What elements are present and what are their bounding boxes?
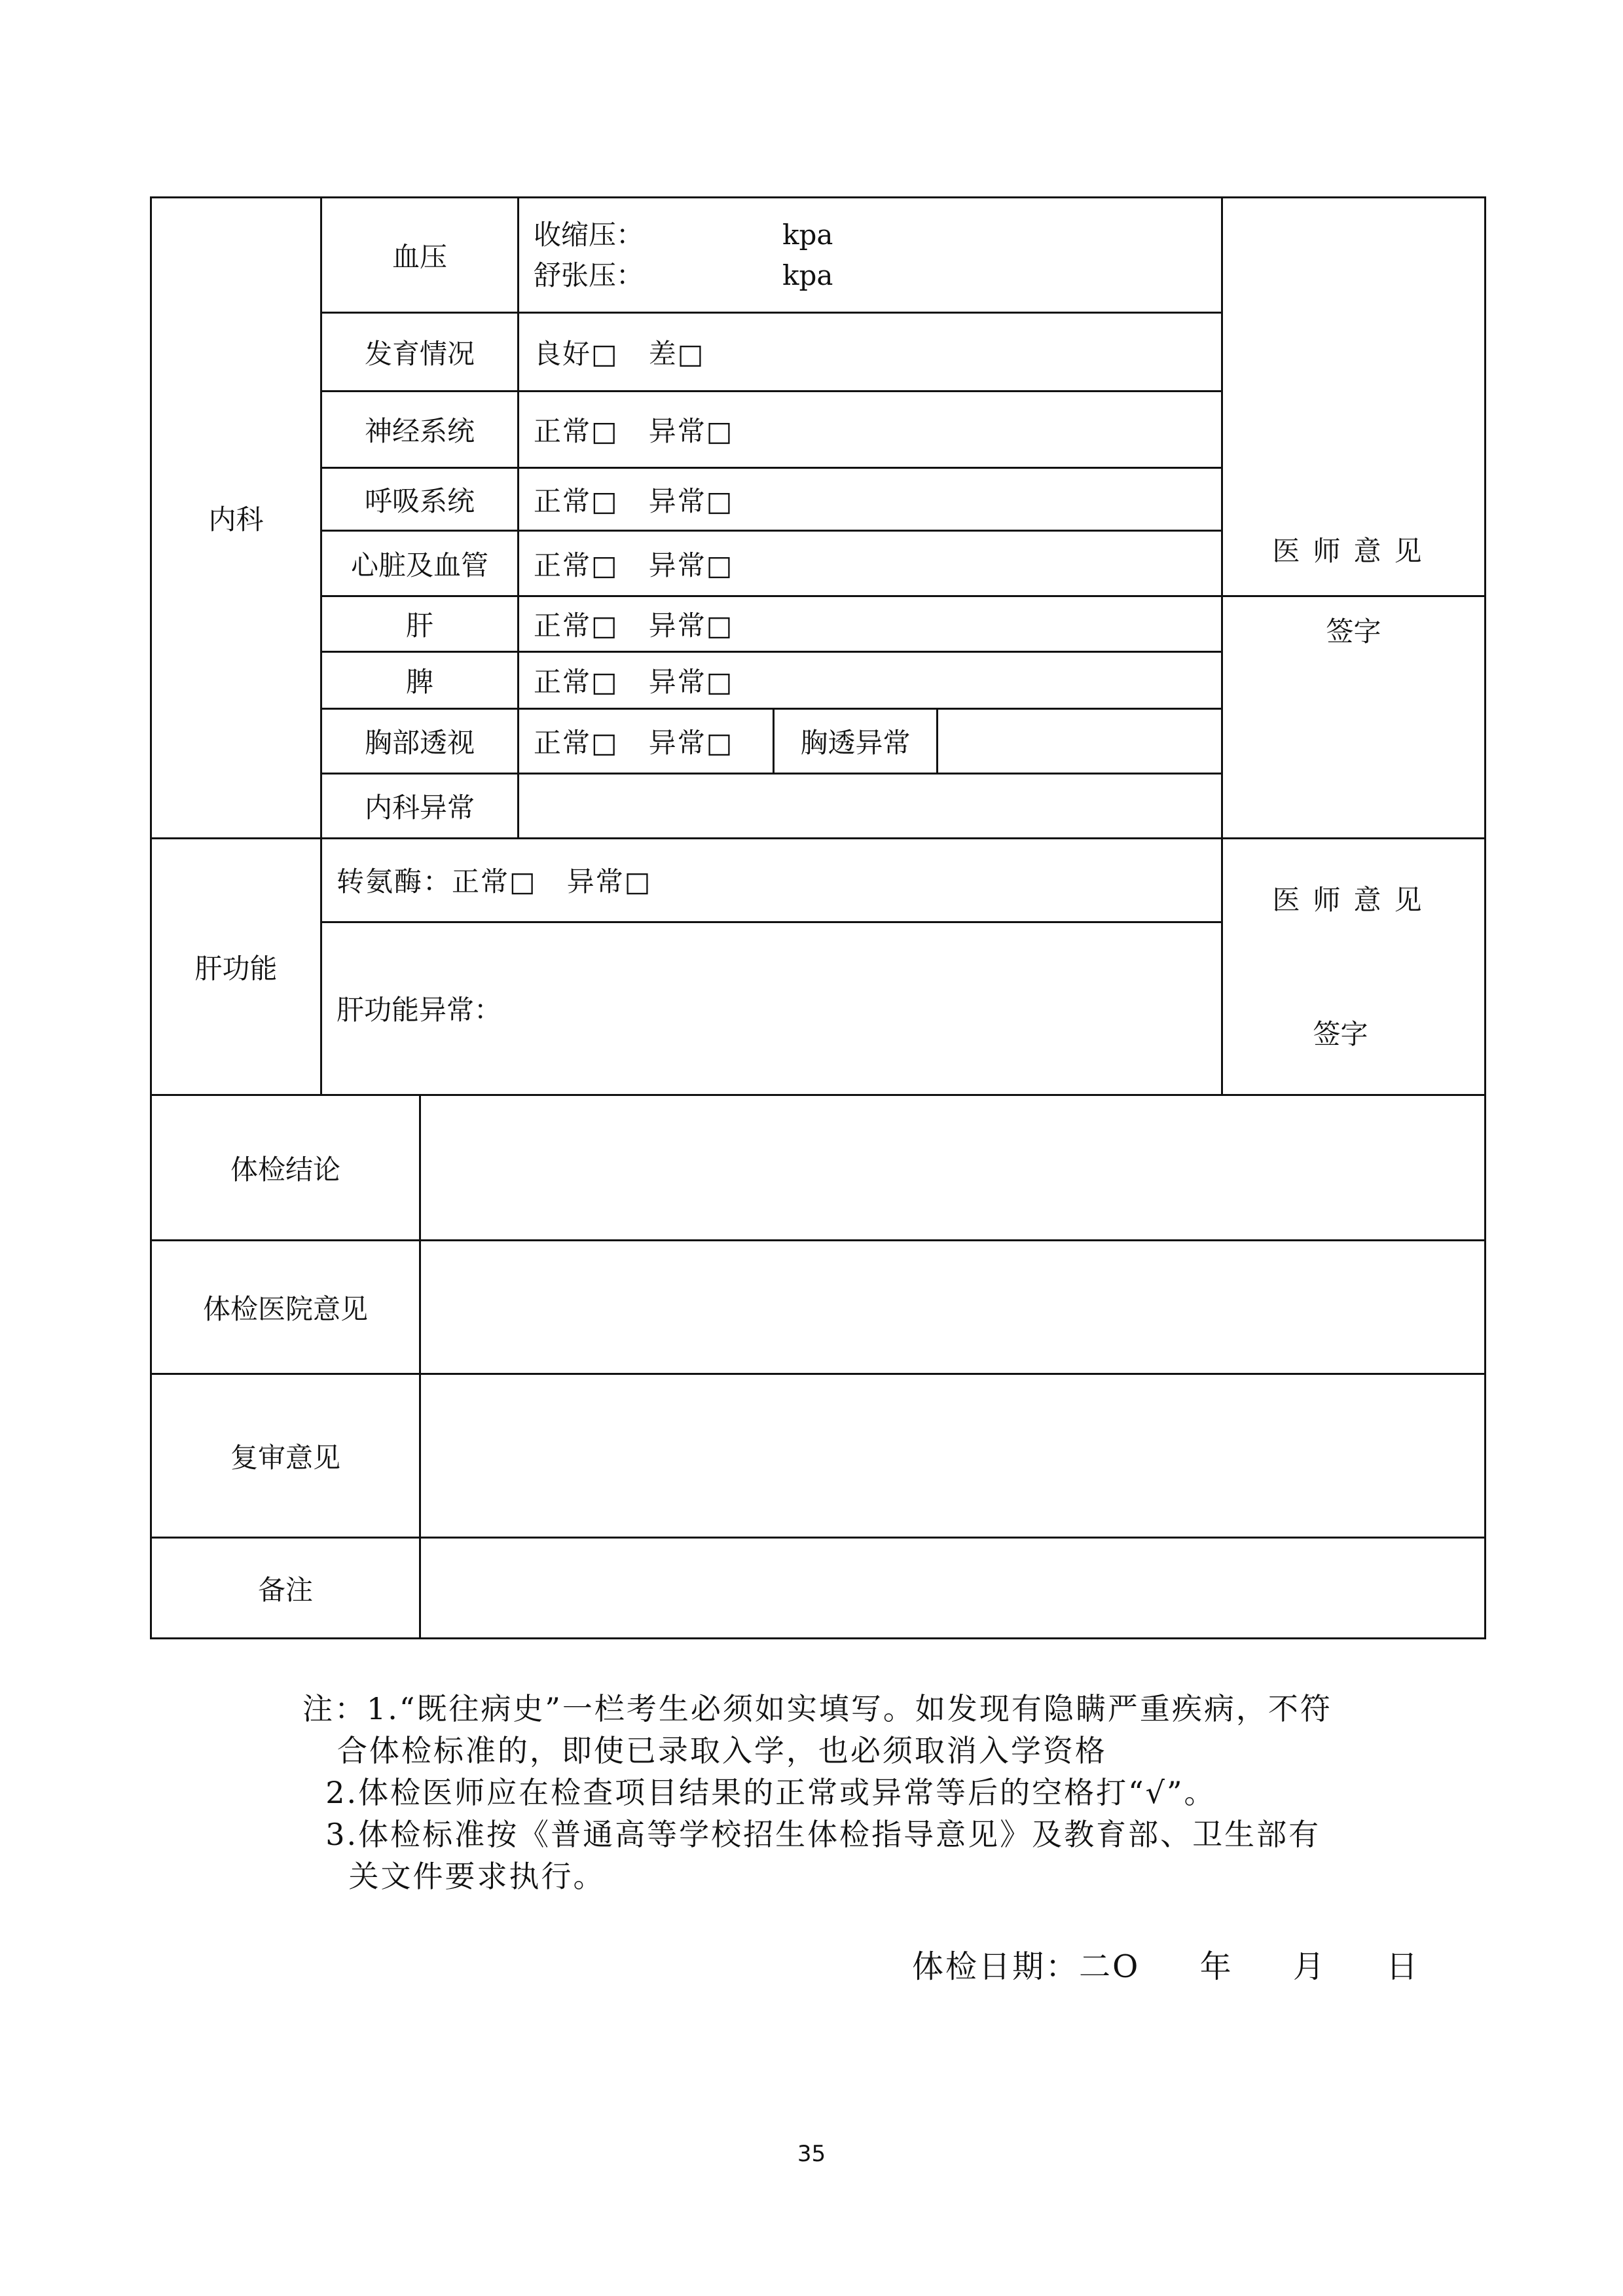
transaminase-options[interactable]: 转氨酶：正常□ 异常□ xyxy=(321,839,1222,922)
remarks-field[interactable] xyxy=(420,1538,1486,1639)
chest-xray-options[interactable]: 正常□ 异常□ xyxy=(519,709,774,774)
review-opinion-label: 复审意见 xyxy=(151,1374,420,1538)
systolic-label: 收缩压： xyxy=(534,218,644,251)
heart-vessels-label: 心脏及血管 xyxy=(321,531,519,596)
blood-pressure-label: 血压 xyxy=(321,198,519,313)
internal-doctor-opinion-cell[interactable] xyxy=(1222,198,1486,596)
chest-xray-label: 胸部透视 xyxy=(321,709,519,774)
liver-function-abnormal-label[interactable]: 肝功能异常： xyxy=(321,922,1222,1095)
diastolic-unit: kpa xyxy=(782,259,833,291)
liver-label: 肝 xyxy=(321,596,519,652)
liver-function-label: 肝功能 xyxy=(151,839,321,1095)
note-line-5: 关文件要求执行。 xyxy=(302,1859,606,1894)
chest-xray-abnormal-label: 胸透异常 xyxy=(774,709,938,774)
hospital-opinion-field[interactable] xyxy=(420,1241,1486,1374)
development-options[interactable]: 良好□ 差□ xyxy=(519,313,1222,392)
notes xyxy=(302,1688,1332,1897)
respiratory-system-label: 呼吸系统 xyxy=(321,468,519,531)
review-opinion-field[interactable] xyxy=(420,1374,1486,1538)
development-label: 发育情况 xyxy=(321,313,519,392)
internal-abnormal-field[interactable] xyxy=(519,774,1222,839)
physical-exam-form xyxy=(150,196,1486,1639)
note-line-4: 3.体检标准按《普通高等学校招生体检指导意见》及教育部、卫生部有 xyxy=(302,1817,1321,1852)
internal-signature-cell[interactable] xyxy=(1222,596,1486,839)
note-line-2: 合体检标准的，即使已录取入学，也必须取消入学资格 xyxy=(302,1733,1107,1768)
note-line-3: 2.体检医师应在检查项目结果的正常或异常等后的空格打“√”。 xyxy=(302,1775,1216,1810)
spleen-options[interactable]: 正常□ 异常□ xyxy=(519,652,1222,709)
note-line-1: 注：1.“既往病史”一栏考生必须如实填写。如发现有隐瞒严重疾病，不符 xyxy=(302,1691,1332,1726)
internal-doctor-opinion-label: 医师意见 xyxy=(1272,535,1435,567)
exam-conclusion-field[interactable] xyxy=(420,1095,1486,1241)
internal-abnormal-label: 内科异常 xyxy=(321,774,519,839)
internal-medicine-label: 内科 xyxy=(151,198,321,839)
page-number: 35 xyxy=(797,2141,826,2167)
nervous-system-options[interactable]: 正常□ 异常□ xyxy=(519,392,1222,468)
liver-signature-label: 签字 xyxy=(1313,1018,1368,1050)
heart-vessels-options[interactable]: 正常□ 异常□ xyxy=(519,531,1222,596)
liver-options[interactable]: 正常□ 异常□ xyxy=(519,596,1222,652)
hospital-opinion-label: 体检医院意见 xyxy=(151,1241,420,1374)
liver-doctor-opinion-label: 医师意见 xyxy=(1272,884,1435,916)
chest-xray-abnormal-field[interactable] xyxy=(938,709,1222,774)
exam-conclusion-label: 体检结论 xyxy=(151,1095,420,1241)
liver-doctor-opinion-cell[interactable] xyxy=(1222,839,1486,1095)
internal-signature-label: 签字 xyxy=(1326,615,1381,647)
diastolic-label: 舒张压： xyxy=(534,259,644,291)
remarks-label: 备注 xyxy=(151,1538,420,1639)
respiratory-system-options[interactable]: 正常□ 异常□ xyxy=(519,468,1222,531)
spleen-label: 脾 xyxy=(321,652,519,709)
nervous-system-label: 神经系统 xyxy=(321,392,519,468)
systolic-unit: kpa xyxy=(782,218,833,251)
exam-date[interactable]: 体检日期：二O 年 月 日 xyxy=(912,1948,1420,1985)
blood-pressure-field[interactable] xyxy=(519,198,1222,313)
